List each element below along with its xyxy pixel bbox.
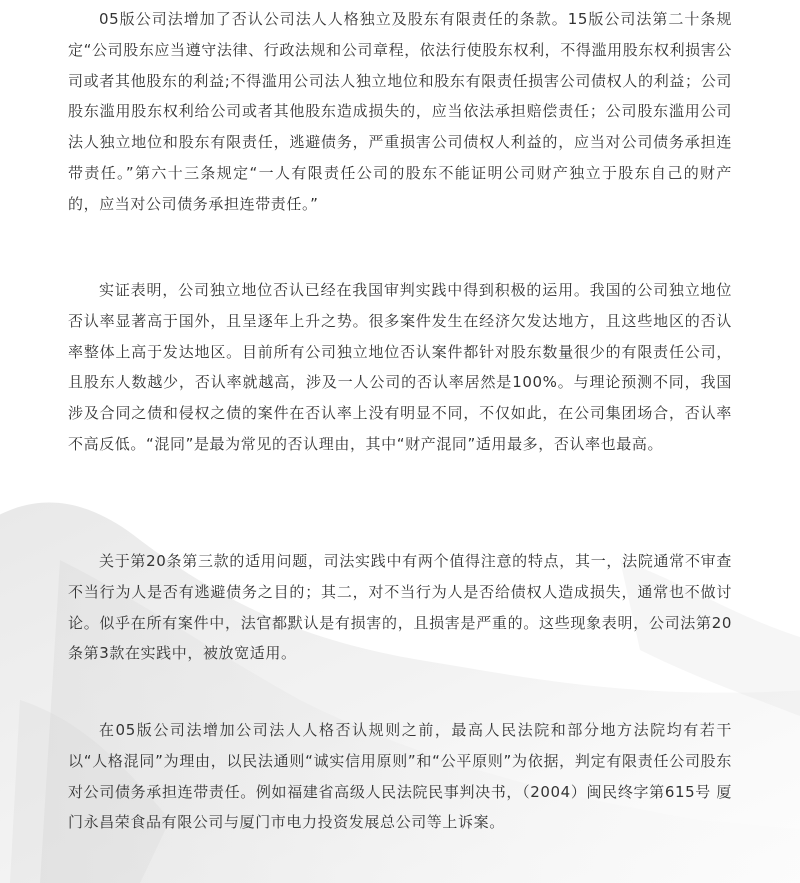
paragraph-2: 实证表明，公司独立地位否认已经在我国审判实践中得到积极的运用。我国的公司独立地位否认率显著高于国外，且呈逐年上升之势。很多案件发生在经济欠发达地方，且这些地区的否认率整体上高于发达地区。目前所有公司独立地位否认案件都针对股东数量很少的有限责任公司，且股东人数越少，否认率就越高，涉及一人公司的否认率居然是100%。与理论预测不同，我国涉及合同之债和侵权之债的案件在否认率上没有明显不同，不仅如此，在公司集团场合，否认率不高反低。“混同”是最为常见的否认理由，其中“财产混同”适用最多，否认率也最高。	[68, 281, 732, 453]
paragraph-1: 05版公司法增加了否认公司法人人格独立及股东有限责任的条款。15版公司法第二十条规定“公司股东应当遵守法律、行政法规和公司章程，依法行使股东权利，不得滥用股东权利损害公司或者其他股东的利益;不得滥用公司法人独立地位和股东有限责任损害公司债权人的利益；公司股东滥用股东权利给公司或者其他股东造成损失的，应当依法承担赔偿责任；公司股东滥用公司法人独立地位和股东有限责任，逃避债务，严重损害公司债权人利益的，应当对公司债务承担连带责任。”第六十三条规定“一人有限责任公司的股东不能证明公司财产独立于股东自己的财产的，应当对公司债务承担连带责任。”	[68, 10, 732, 213]
paragraph-3: 关于第20条第三款的适用问题，司法实践中有两个值得注意的特点，其一，法院通常不审查不当行为人是否有逃避债务之目的；其二，对不当行为人是否给债权人造成损失，通常也不做讨论。似乎在所有案件中，法官都默认是有损害的，且损害是严重的。这些现象表明，公司法第20条第3款在实践中，被放宽适用。	[68, 552, 732, 663]
paragraph-4: 在05版公司法增加公司法人人格否认规则之前，最高人民法院和部分地方法院均有若干以“人格混同”为理由，以民法通则“诚实信用原则”和“公平原则”为依据，判定有限责任公司股东对公司债务承担连带责任。例如福建省高级人民法院民事判决书，（2004）闽民终字第615号 厦门永昌荣食品有限公司与厦门市电力投资发展总公司等上诉案。	[68, 721, 732, 832]
